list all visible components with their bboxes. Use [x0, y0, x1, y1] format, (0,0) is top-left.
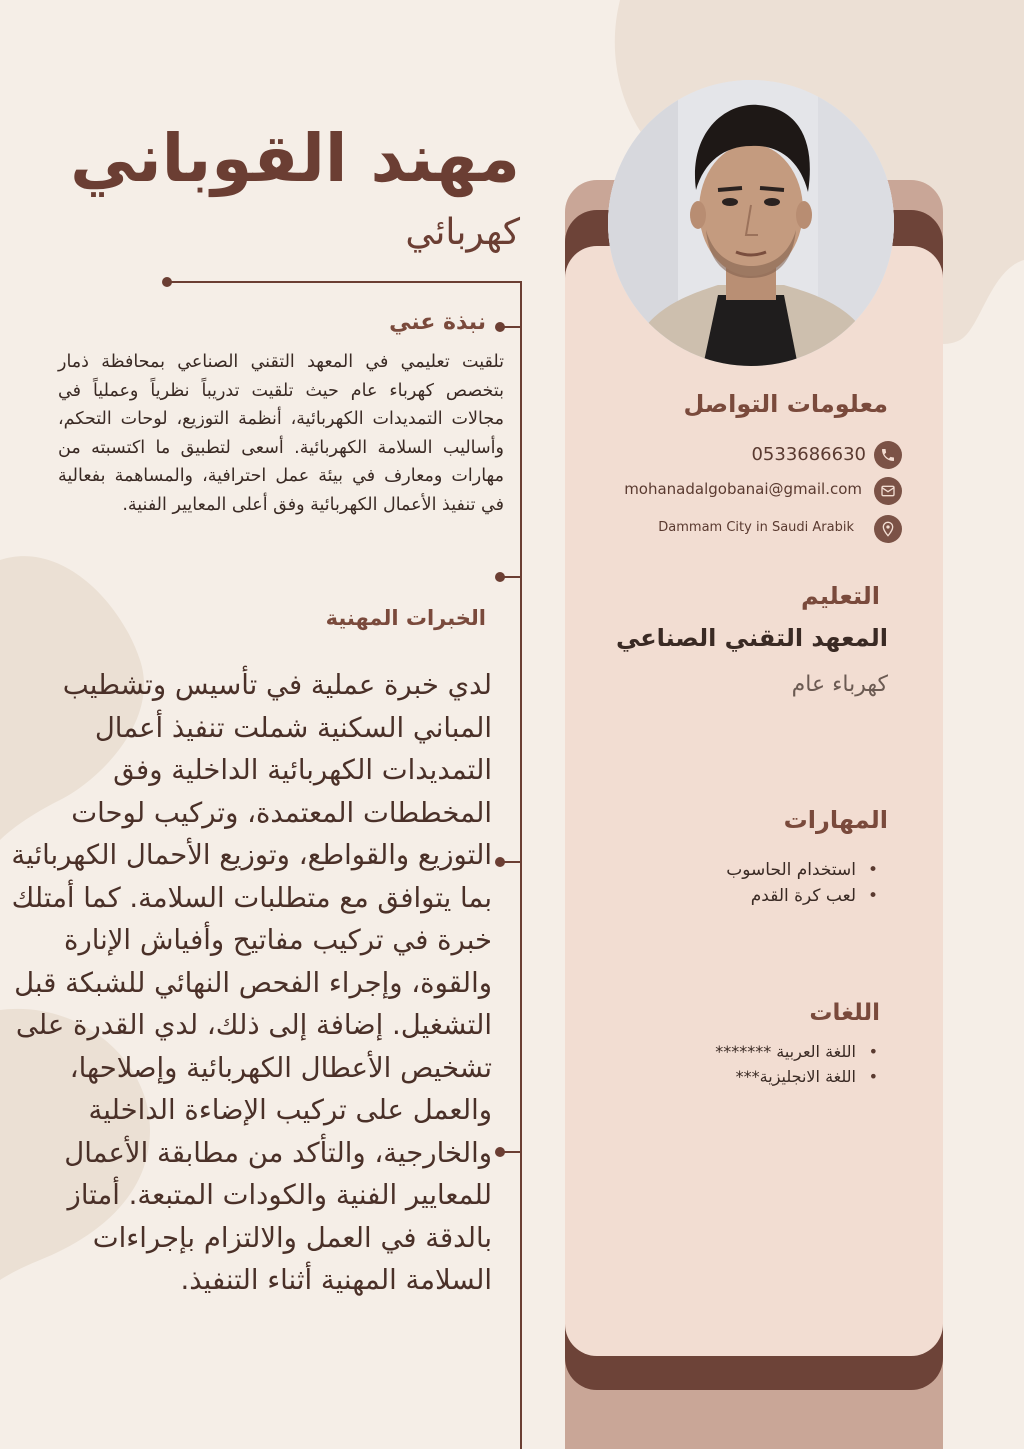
contact-location: Dammam City in Saudi Arabik	[658, 520, 854, 535]
person-name: مهند القوباني	[70, 120, 520, 197]
skill-item: • لعب كرة القدم	[624, 886, 884, 906]
experience-title: الخبرات المهنية	[325, 606, 486, 630]
languages-title: اللغات	[809, 1000, 880, 1026]
timeline-top-line	[168, 281, 522, 283]
language-item: • اللغة الانجليزية***	[624, 1067, 884, 1086]
skill-item: • استخدام الحاسوب	[624, 860, 884, 880]
phone-icon	[874, 441, 902, 469]
education-institute: المعهد التقني الصناعي	[615, 624, 888, 652]
experience-text: لدي خبرة عملية في تأسيس وتشطيب المباني السكنية شملت تنفيذ أعمال التمديدات الكهربائية الداخلية وفق المخططات المعتمدة، وتركيب لوحات التوزيع والقواطع، وتوزيع الأحمال الكهربائية بما يتوافق مع متطلبات السلامة. كما أمتلك خبرة في تركيب مفاتيح وأفياش الإنارة والقوة، وإجراء الفحص النهائي للشبكة قبل التشغيل. إضافة إلى ذلك، لدي القدرة على تشخيص الأعطال الكهربائية وإصلاحها، والعمل على تركيب الإضاءة الداخلية والخارجية، والتأكد من مطابقة الأعمال للمعايير الفنية والكودات المتبعة. أمتاز بالدقة في العمل والالتزام بإجراءات السلامة المهنية أثناء التنفيذ.	[11, 669, 492, 1296]
language-item: • اللغة العربية *******	[624, 1042, 884, 1061]
education-major: كهرباء عام	[791, 672, 888, 697]
contact-email[interactable]: mohanadalgobanai@gmail.com	[624, 480, 862, 498]
timeline-start-dot	[162, 277, 172, 287]
job-title: كهربائي	[405, 212, 520, 253]
skills-title: المهارات	[783, 806, 888, 834]
mail-icon	[874, 477, 902, 505]
skills-list	[624, 860, 884, 912]
contact-title: معلومات التواصل	[683, 390, 888, 418]
timeline-vertical-line	[520, 282, 522, 1449]
about-title: نبذة عني	[389, 310, 486, 335]
timeline-dot-about	[495, 322, 505, 332]
languages-list	[624, 1042, 884, 1092]
education-title: التعليم	[801, 582, 880, 610]
about-text: تلقيت تعليمي في المعهد التقني الصناعي بمحافظة ذمار بتخصص كهرباء عام حيث تلقيت تدريباً نظرياً وعملياً في مجالات التمديدات الكهربائية، أنظمة التوزيع، لوحات التحكم، وأساليب السلامة الكهربائية. أسعى لتطبيق ما اكتسبته من مهارات ومعارف في بيئة عمل احترافية، والمساهمة بفعالية في تنفيذ الأعمال الكهربائية وفق أعلى المعايير الفنية.	[58, 352, 504, 515]
location-pin-icon	[874, 515, 902, 543]
timeline-dot-exp	[495, 857, 505, 867]
timeline-dot-about-end	[495, 572, 505, 582]
profile-photo	[608, 80, 894, 366]
contact-phone[interactable]: 0533686630	[751, 444, 866, 465]
timeline-dot-exp-2	[495, 1147, 505, 1157]
